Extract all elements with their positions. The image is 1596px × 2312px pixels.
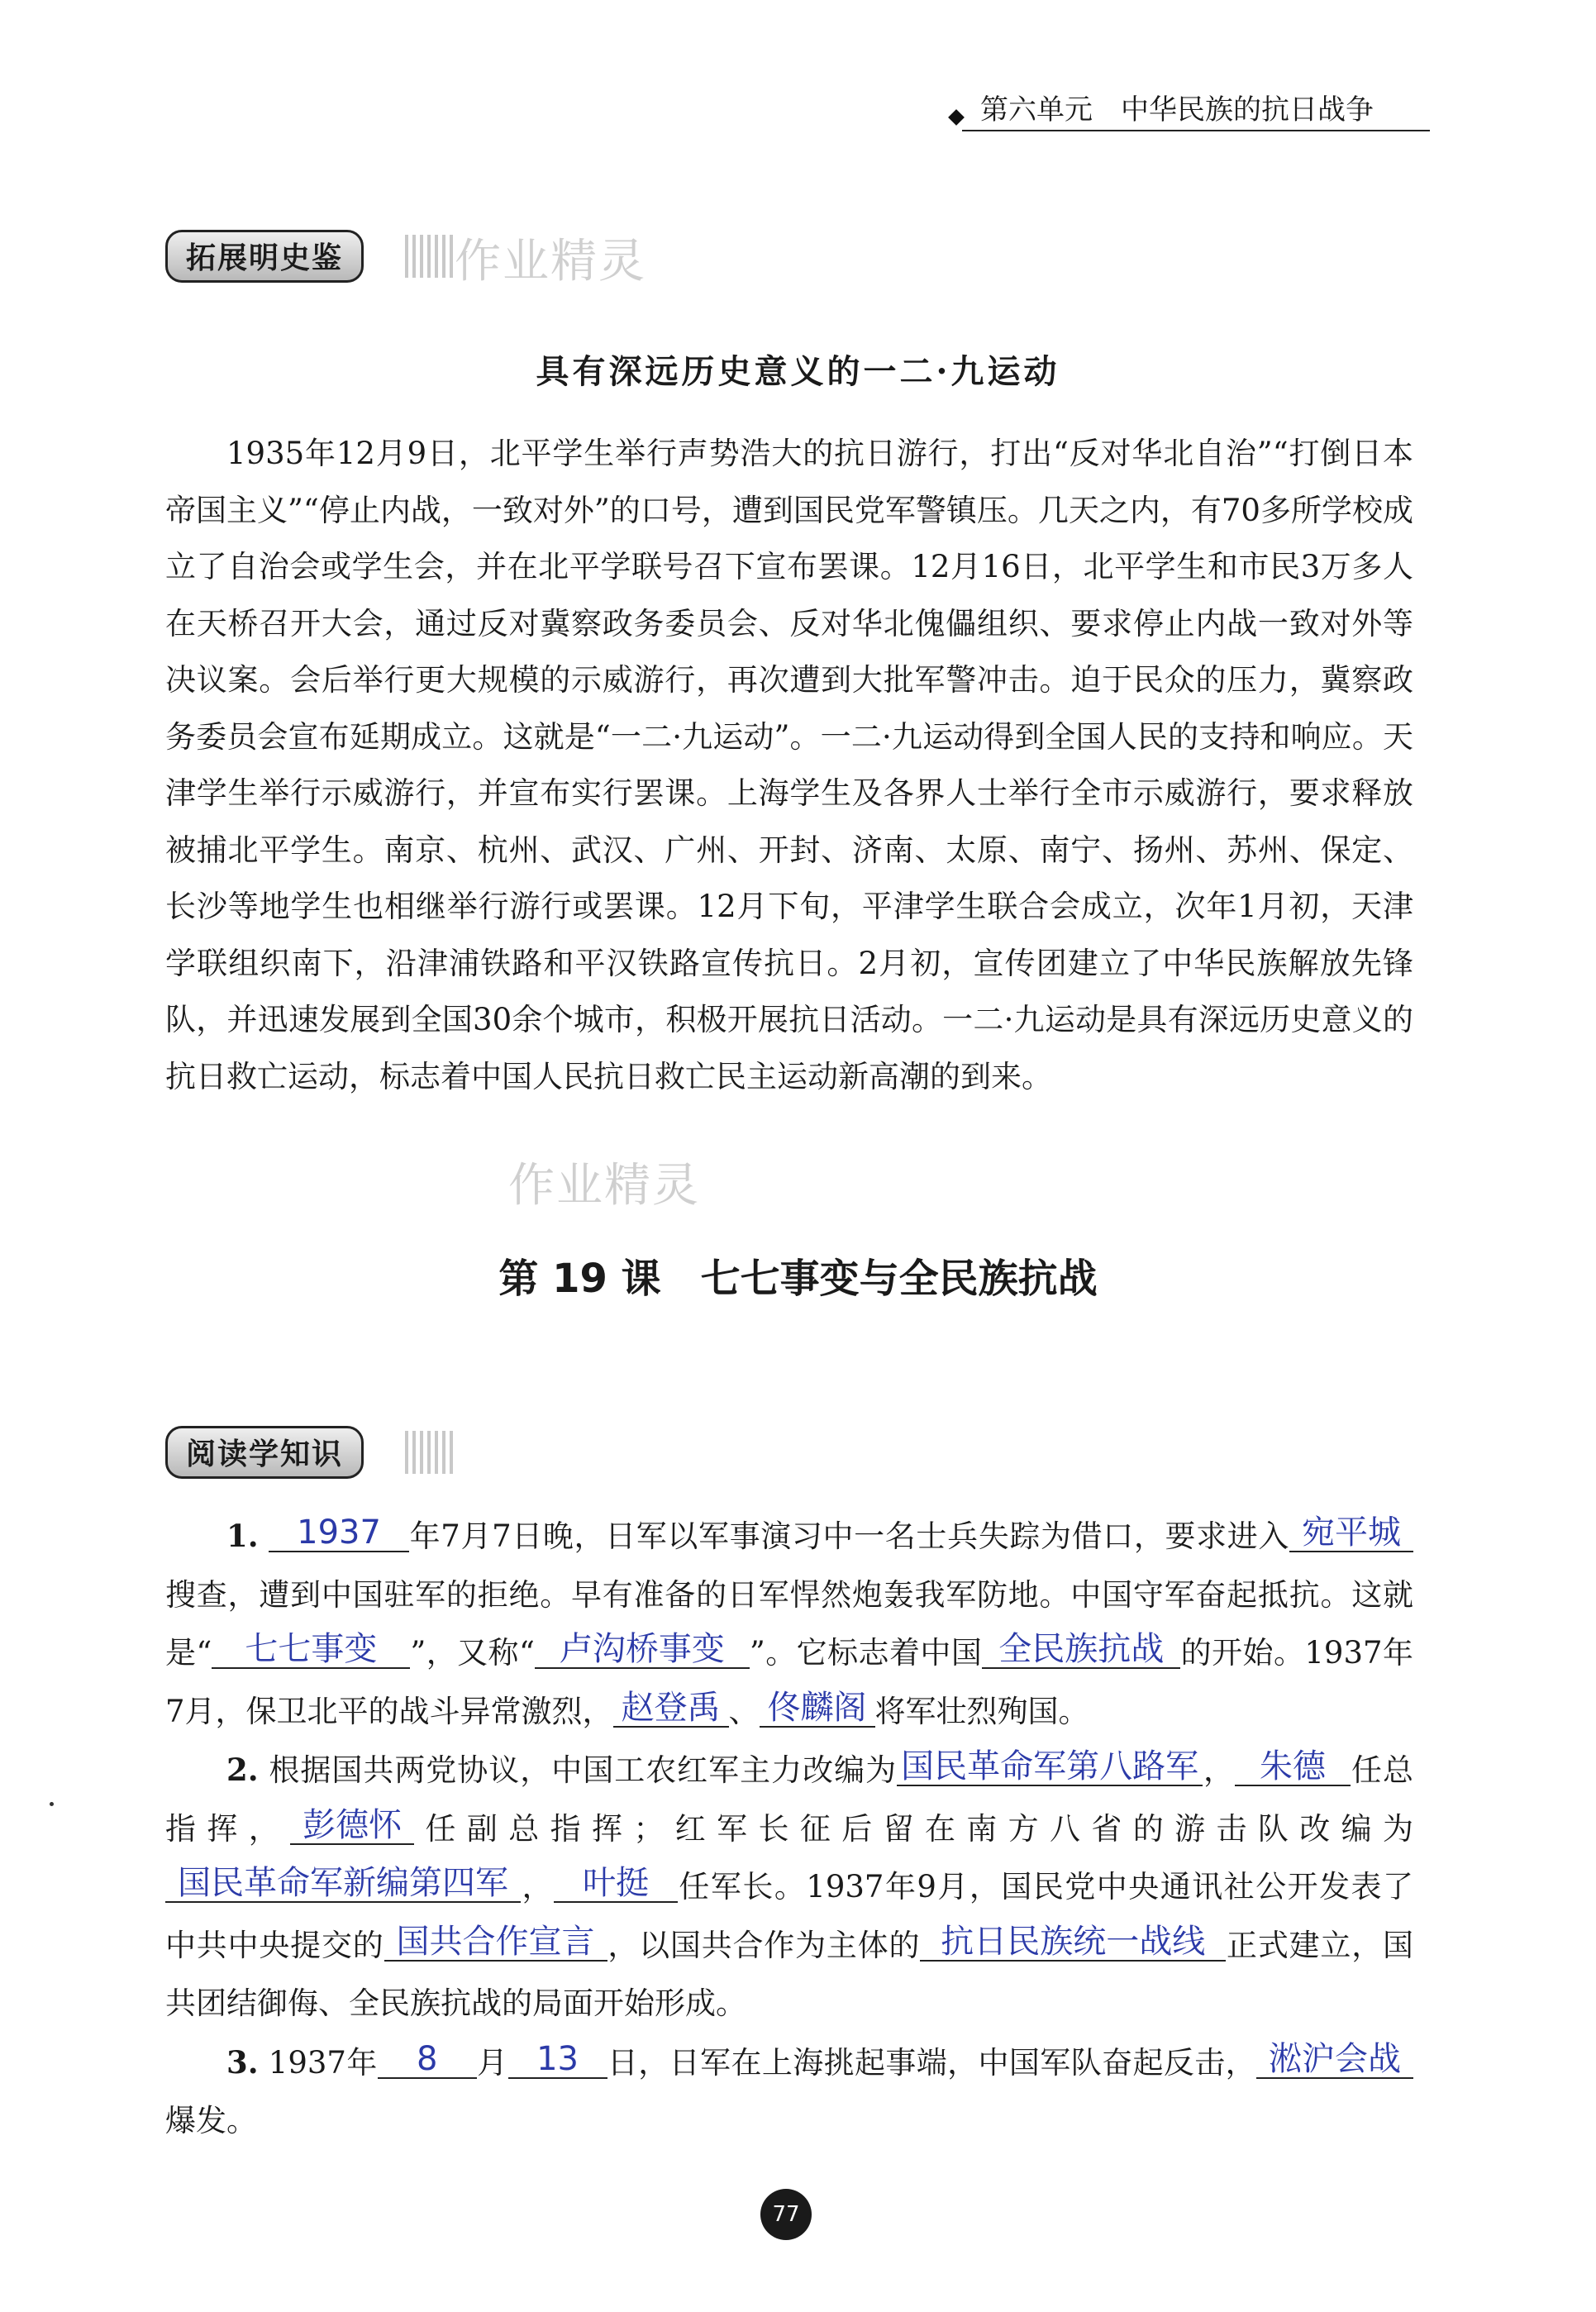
question-text: 任副总指挥；红军长征后留在南方八省的游击队改编为 — [414, 1810, 1414, 1847]
answer-blank[interactable]: 国民革命军第八路军 — [897, 1748, 1203, 1786]
watermark: 作业精灵 — [508, 1159, 700, 1213]
badge-stripes — [405, 1431, 455, 1474]
question-number: 3. — [226, 2043, 259, 2081]
page-number: 77 — [760, 2189, 812, 2240]
answer-blank[interactable]: 8 — [378, 2041, 477, 2079]
stray-dot — [50, 1802, 54, 1806]
answer-blank[interactable]: 朱德 — [1235, 1748, 1351, 1786]
answer-blank[interactable]: 淞沪会战 — [1256, 2041, 1413, 2079]
section-badge-label: 阅读学知识 — [165, 1426, 364, 1479]
question-number: 2. — [226, 1752, 259, 1788]
badge-stripes — [405, 235, 455, 278]
fill-in-questions — [165, 1507, 1413, 2151]
answer-blank[interactable]: 国共合作宣言 — [384, 1923, 607, 1962]
question-text: 日，日军在上海挑起事端，中国军队奋起反击， — [607, 2044, 1257, 2081]
question-text: 正式建立，国共团结御侮、全民族抗战的局面开始形成。 — [165, 1927, 1414, 2021]
lesson-title: 第 19 课 七七事变与全民族抗战 — [498, 1256, 1098, 1302]
question-text: ， — [1203, 1752, 1236, 1788]
question-text: 的开始。1937年7月，保卫北平的战斗异常激烈， — [165, 1635, 1413, 1729]
section-badge-reading — [165, 1426, 446, 1484]
diamond-icon — [948, 109, 965, 126]
question-text: 年7月7日晚，日军以军事演习中一名士兵失踪为借口，要求进入 — [409, 1518, 1289, 1554]
answer-blank[interactable]: 赵登禹 — [613, 1690, 729, 1728]
question-text: ”，又称“ — [410, 1635, 535, 1671]
question-text: 任军长。1937年9月，国民党中央通讯社公开发表了中共中央提交的 — [165, 1869, 1414, 1963]
answer-blank[interactable]: 卢沟桥事变 — [535, 1631, 750, 1669]
watermark: 作业精灵 — [455, 235, 646, 288]
answer-blank[interactable]: 佟麟阁 — [760, 1690, 875, 1728]
question-3 — [165, 2033, 1413, 2151]
answer-blank[interactable]: 1937 — [269, 1514, 409, 1552]
question-text: 爆发。 — [165, 2103, 257, 2138]
answer-blank[interactable]: 抗日民族统一战线 — [920, 1923, 1226, 1962]
answer-blank[interactable]: 全民族抗战 — [982, 1631, 1180, 1669]
question-text: 根据国共两党协议，中国工农红军主力改编为 — [269, 1752, 898, 1788]
section-badge-extension — [165, 230, 446, 288]
question-text: 任总指挥， — [165, 1752, 1414, 1847]
question-text: 1937年 — [268, 2044, 378, 2081]
question-2 — [165, 1741, 1413, 2033]
question-text: 、 — [728, 1693, 760, 1729]
question-text: ，以国共合作为主体的 — [607, 1927, 921, 1963]
header-rule — [962, 130, 1430, 131]
question-1 — [165, 1507, 1413, 1741]
unit-title: 第六单元 中华民族的抗日战争 — [980, 93, 1374, 126]
answer-blank[interactable]: 13 — [508, 2041, 607, 2079]
page-header — [950, 87, 1430, 136]
article-title: 具有深远历史意义的一二·九运动 — [536, 352, 1060, 391]
answer-blank[interactable]: 七七事变 — [212, 1631, 410, 1669]
question-number: 1. — [226, 1518, 259, 1554]
question-text: 将军壮烈殉国。 — [874, 1693, 1089, 1729]
article-body: 1935年12月9日，北平学生举行声势浩大的抗日游行，打出“反对华北自治”“打倒日本帝国主义”“停止内战，一致对外”的口号，遭到国民党军警镇压。几天之内，有70多所学校成立了自治会或学生会，并在北平学联号召下宣布罢课。12月16日，北平学生和市民3万多人在天桥召开大会，通过反对冀察政务委员会、反对华北傀儡组织、要求停止内战一致对外等决议案。会后举行更大规模的示威游行，再次遭到大批军警冲击。迫于民众的压力，冀察政务委员会宣布延期成立。这就是“一二·九运动”。一二·九运动得到全国人民的支持和响应。天津学生举行示威游行，并宣布实行罢课。上海学生及各界人士举行全市示威游行，要求释放被捕北平学生。南京、杭州、武汉、广州、开封、济南、太原、南宁、扬州、苏州、保定、长沙等地学生也相继举行游行或罢课。12月下旬，平津学生联合会成立，次年1月初，天津学联组织南下，沿津浦铁路和平汉铁路宣传抗日。2月初，宣传团建立了中华民族解放先锋队，并迅速发展到全国30余个城市，积极开展抗日活动。一二·九运动是具有深远历史意义的抗日救亡运动，标志着中国人民抗日救亡民主运动新高潮的到来。 — [165, 436, 1413, 1094]
question-text: 月 — [476, 2044, 508, 2081]
question-text: ， — [521, 1869, 554, 1904]
answer-blank[interactable]: 国民革命军新编第四军 — [165, 1865, 521, 1903]
question-text: 搜查，遭到中国驻军的拒绝。早有准备的日军悍然炮轰我军防地。中国守军奋起抵抗。这就是“ — [165, 1576, 1413, 1671]
section-badge-label: 拓展明史鉴 — [165, 230, 364, 283]
answer-blank[interactable]: 叶挺 — [554, 1865, 678, 1903]
answer-blank[interactable]: 彭德怀 — [290, 1807, 414, 1845]
question-text: ”。它标志着中国 — [749, 1635, 983, 1671]
answer-blank[interactable]: 宛平城 — [1289, 1514, 1413, 1552]
